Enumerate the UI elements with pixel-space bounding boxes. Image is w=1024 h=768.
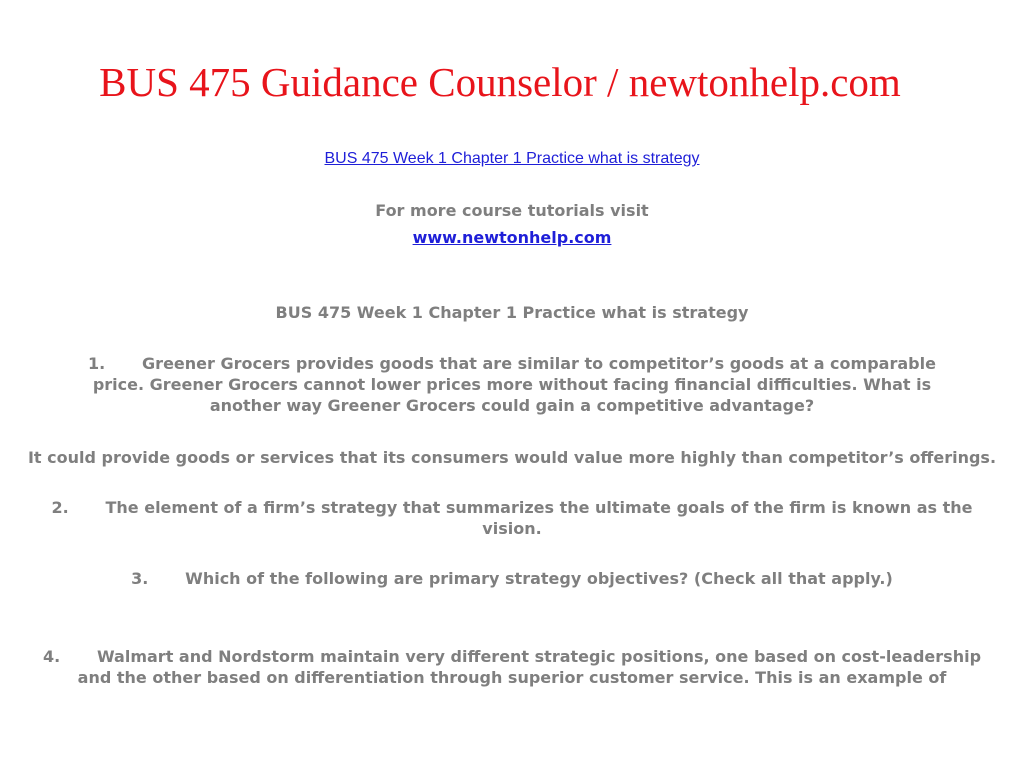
question-2 (50, 497, 974, 539)
question-number: 2. (51, 498, 69, 517)
question-text: Which of the following are primary strategy objectives? (Check all that apply.) (185, 569, 893, 588)
course-link[interactable]: BUS 475 Week 1 Chapter 1 Practice what is strategy (324, 150, 700, 167)
section-heading: BUS 475 Week 1 Chapter 1 Practice what is strategy (275, 303, 749, 322)
site-link[interactable]: www.newtonhelp.com (412, 228, 612, 247)
question-number: 4. (42, 647, 61, 666)
answer-1: It could provide goods or services that its consumers would value more highly than competitor’s offerings. (27, 448, 997, 467)
question-text: Greener Grocers provides goods that are similar to competitor’s goods at a comparable price. Greener Grocers cannot lower prices more without facing financial difficulties. What is another way Greener Grocers could gain a competitive advantage? (92, 354, 936, 415)
visit-text: For more course tutorials visit (375, 201, 649, 220)
question-1 (60, 353, 964, 416)
question-number: 3. (131, 569, 149, 588)
question-text: The element of a firm’s strategy that summarizes the ultimate goals of the firm is known as the vision. (105, 498, 973, 538)
question-number: 1. (88, 354, 106, 373)
question-3 (0, 568, 1024, 589)
question-4 (40, 646, 984, 688)
slide-title: BUS 475 Guidance Counselor / newtonhelp.com (99, 59, 901, 105)
question-text: Walmart and Nordstorm maintain very different strategic positions, one based on cost-leadership and the other based on differentiation through superior customer service. This is an example of (77, 647, 982, 687)
